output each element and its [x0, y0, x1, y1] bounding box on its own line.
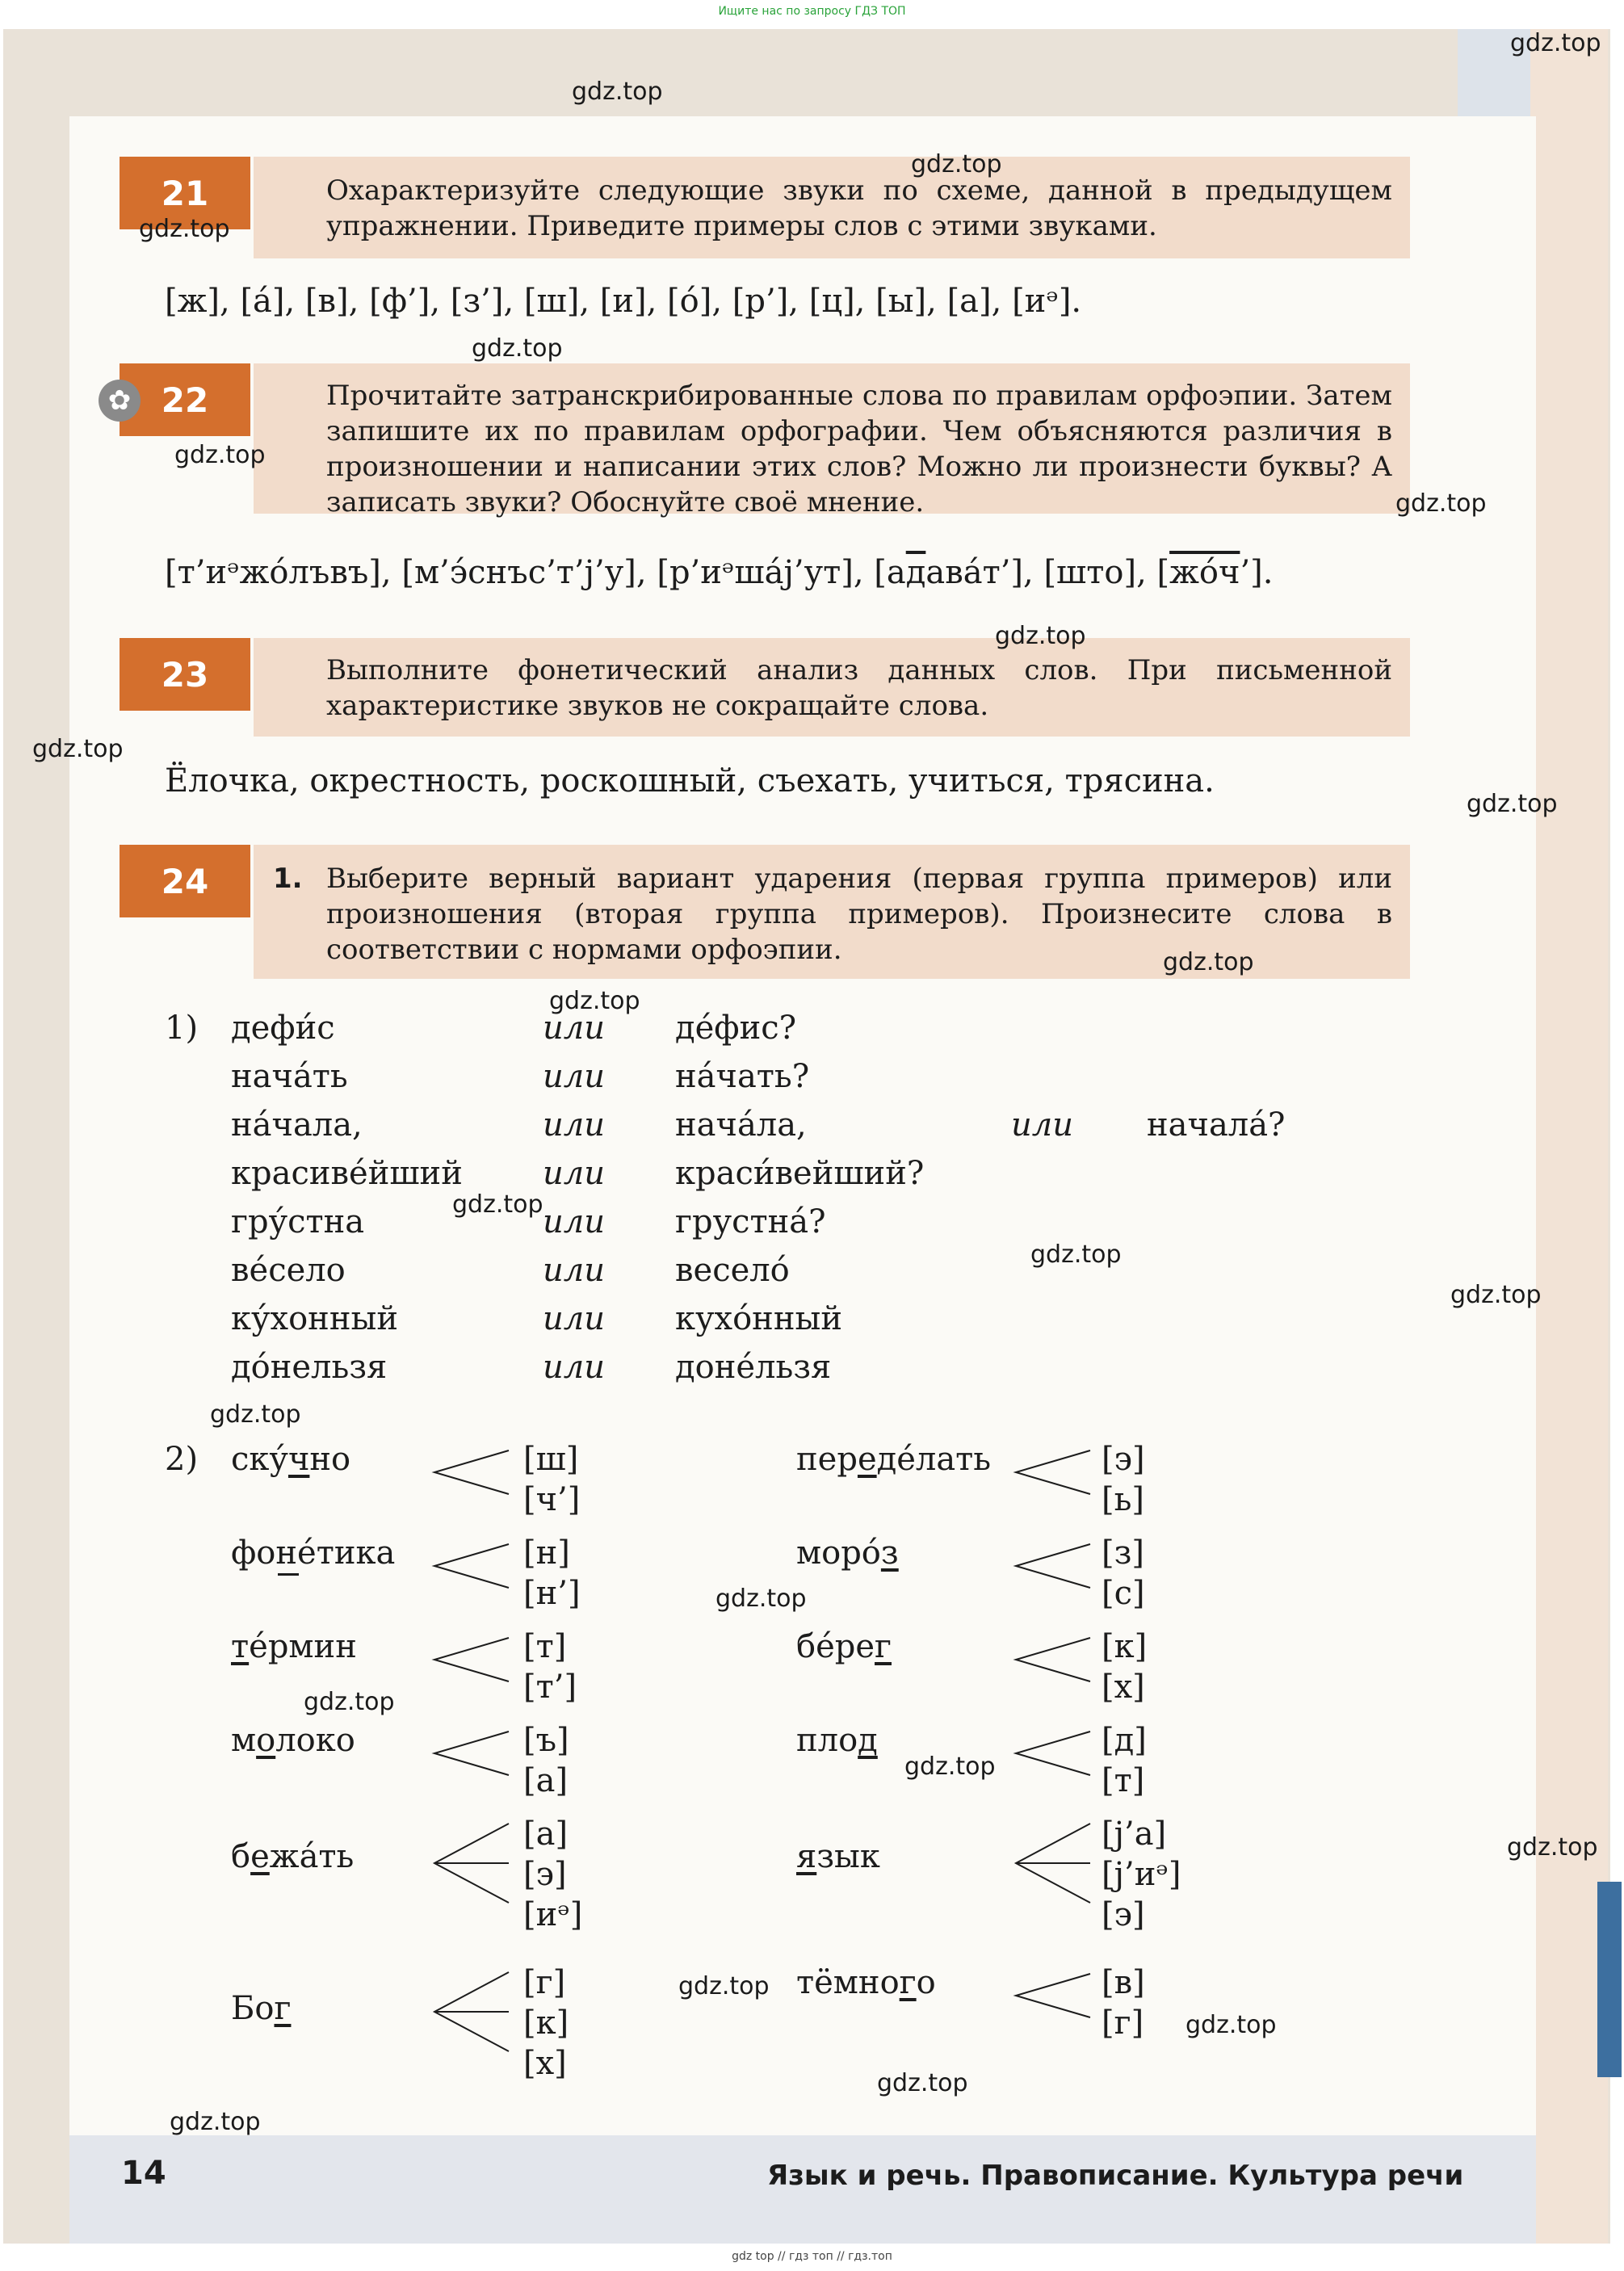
pronunciation-word	[796, 1441, 991, 1478]
word-letter: г	[875, 1628, 892, 1665]
or-word: или	[543, 1203, 605, 1240]
pronunciation-word	[796, 1722, 878, 1759]
word-part: Бо	[231, 1990, 275, 2027]
transcription-part: ’].	[1240, 554, 1274, 591]
word-part: жа́ть	[269, 1838, 355, 1875]
fork-lines	[431, 1967, 512, 2056]
transcription-part: д	[905, 554, 926, 591]
stress-option: дефи́с	[231, 1010, 335, 1047]
pronunciation-word	[231, 1534, 395, 1572]
watermark: gdz.top	[170, 2108, 261, 2136]
watermark: gdz.top	[904, 1753, 996, 1781]
word-letter: з	[880, 1534, 899, 1572]
sound-option: [х]	[523, 2045, 567, 2082]
word-letter: т	[231, 1628, 250, 1665]
part1-label: 1)	[165, 1010, 199, 1047]
stress-option: на́чала,	[231, 1106, 363, 1144]
sound-option: [ш]	[523, 1441, 579, 1478]
fork-lines	[431, 1727, 512, 1780]
or-word: или	[543, 1349, 605, 1386]
or-word: или	[543, 1106, 605, 1144]
word-part: пло	[796, 1722, 858, 1759]
watermark: gdz.top	[715, 1585, 807, 1613]
pronunciation-word	[796, 1964, 936, 2001]
task-23-words: Ёлочка, окрестность, роскошный, съехать, учиться, трясина.	[165, 762, 1215, 800]
sound-option: [х]	[1102, 1669, 1145, 1706]
task-text-24: Выберите верный вариант ударения (первая группа примеров) или произношения (вторая группа примеров). Произнесите слова в соответствии с нормами орфоэпии.	[326, 863, 1392, 966]
stress-option: де́фис?	[675, 1010, 797, 1047]
task-text-23: Выполните фонетический анализ данных слов. При письменной характеристике звуков не сокращайте слова.	[326, 654, 1392, 722]
sound-option: [с]	[1102, 1575, 1145, 1612]
pronunciation-word	[231, 1722, 355, 1759]
sound-option: [а]	[523, 1762, 569, 1799]
watermark: gdz.top	[139, 215, 230, 243]
fork-lines	[1013, 1539, 1093, 1593]
watermark: gdz.top	[210, 1400, 301, 1429]
stress-option: весело́	[675, 1252, 790, 1289]
stress-option: доне́льзя	[675, 1349, 832, 1386]
word-letter: ч	[287, 1441, 310, 1478]
transcription-part: жо́ч	[1169, 554, 1240, 591]
watermark: gdz.top	[572, 78, 663, 106]
task-text-21: Охарактеризуйте следующие звуки по схеме, данной в предыдущем упражнении. Приведите примеры слов с этими звуками.	[326, 174, 1392, 242]
transcription-part: ава́т’], [што], [	[925, 554, 1170, 591]
fork-lines	[431, 1633, 512, 1686]
sound-option: [г]	[523, 1964, 566, 2001]
word-part: ску́	[231, 1441, 288, 1478]
or-word: или	[543, 1155, 605, 1192]
fork-lines	[431, 1539, 512, 1593]
word-letter: о	[256, 1722, 276, 1759]
watermark: gdz.top	[1467, 790, 1558, 818]
or-word: или	[543, 1300, 605, 1337]
sound-option: [ъ]	[523, 1722, 569, 1759]
fork-lines	[1013, 1633, 1093, 1686]
pronunciation-word	[796, 1534, 899, 1572]
sound-option: [т]	[523, 1628, 567, 1665]
task-number-23: 23	[120, 638, 250, 711]
watermark: gdz.top	[1030, 1240, 1122, 1269]
chapter-tab	[1597, 1882, 1622, 2077]
word-letter: я	[796, 1838, 817, 1875]
word-letter: г	[274, 1990, 292, 2027]
task-number-21: 21	[120, 157, 250, 229]
fork-lines	[1013, 1727, 1093, 1780]
sound-option: [э]	[523, 1856, 567, 1893]
word-part: но	[309, 1441, 351, 1478]
word-part: пер	[796, 1441, 858, 1478]
stress-option: красиве́йший	[231, 1155, 463, 1192]
part2-label: 2)	[165, 1441, 199, 1478]
word-part: б	[231, 1838, 251, 1875]
page-edge	[1530, 29, 1608, 2244]
task-21-sounds: [ж], [а́], [в], [ф’], [з’], [ш], [и], [о́], [р’], [ц], [ы], [а], [иᵊ].	[165, 283, 1082, 320]
fork-lines	[1013, 1969, 1093, 2022]
top-note: Ищите нас по запросу ГДЗ ТОП	[718, 5, 906, 18]
watermark: gdz.top	[304, 1688, 395, 1716]
bottom-note: gdz top // гдз топ // гдз.топ	[732, 2250, 892, 2263]
watermark: gdz.top	[1450, 1281, 1542, 1309]
word-part: фоне́	[231, 1534, 317, 1572]
stress-option: кухо́нный	[675, 1300, 842, 1337]
stress-option: на́чать?	[675, 1058, 810, 1095]
stress-option: начала́?	[1147, 1106, 1286, 1144]
word-part: е́рмин	[249, 1628, 357, 1665]
underline-mark	[278, 1573, 299, 1576]
word-letter: е	[250, 1838, 270, 1875]
sound-option: [ь]	[1102, 1481, 1144, 1518]
watermark: gdz.top	[472, 334, 563, 363]
word-part: моро́	[796, 1534, 881, 1572]
word-part: бе́ре	[796, 1628, 875, 1665]
stress-option: грустна́?	[675, 1203, 826, 1240]
task-number-22: 22	[120, 363, 250, 436]
watermark: gdz.top	[911, 150, 1002, 178]
fork-lines	[431, 1819, 512, 1908]
task-number-24: 24	[120, 845, 250, 917]
stress-option: гру́стна	[231, 1203, 365, 1240]
word-letter: г	[899, 1964, 917, 2001]
or-word: или	[1011, 1106, 1073, 1144]
or-word: или	[543, 1252, 605, 1289]
flower-icon: ✿	[99, 380, 141, 422]
transcription-part: [т’иᵊжо́лъвъ], [м’э́снъс’т’j’у], [р’иᵊша́j’ут], [а	[165, 554, 906, 591]
sound-option: [в]	[1102, 1964, 1145, 2001]
watermark: gdz.top	[1510, 29, 1601, 57]
pronunciation-word	[231, 1838, 354, 1875]
word-part: м	[231, 1722, 257, 1759]
stress-option: ку́хонный	[231, 1300, 398, 1337]
word-part: зык	[816, 1838, 880, 1875]
sound-option: [а]	[523, 1816, 569, 1853]
sound-option: [т]	[1102, 1762, 1145, 1799]
sound-option: [з]	[1102, 1534, 1145, 1572]
pronunciation-word	[231, 1441, 350, 1478]
stress-option: нача́ла,	[675, 1106, 807, 1144]
fork-lines	[1013, 1446, 1093, 1499]
task-text-22: Прочитайте затранскрибированные слова по правилам орфоэпии. Затем запишите их по правилам орфографии. Чем объясняются различия в произношении и написании этих слов? Можно ли произнести буквы? А записать звуки? Обоснуйте своё мнение.	[326, 380, 1392, 518]
sound-option: [э]	[1102, 1441, 1145, 1478]
pronunciation-word	[796, 1838, 880, 1875]
pronunciation-word	[796, 1628, 892, 1665]
watermark: gdz.top	[877, 2069, 968, 2097]
word-part: тёмно	[796, 1964, 900, 2001]
sound-option: [н]	[523, 1534, 570, 1572]
sound-option: [к]	[1102, 1628, 1148, 1665]
sound-option: [э]	[1102, 1896, 1145, 1933]
watermark: gdz.top	[32, 735, 124, 763]
sound-option: [н’]	[523, 1575, 581, 1612]
watermark: gdz.top	[1185, 2011, 1277, 2039]
stress-option: до́нельзя	[231, 1349, 388, 1386]
running-title: Язык и речь. Правописание. Культура речи	[767, 2160, 1464, 2192]
sound-option: [ч’]	[523, 1481, 581, 1518]
word-part: локо	[275, 1722, 355, 1759]
stress-option: ве́село	[231, 1252, 346, 1289]
fork-lines	[431, 1446, 512, 1499]
sound-option: [j’иᵊ]	[1102, 1856, 1181, 1893]
sound-option: [д]	[1102, 1722, 1147, 1759]
watermark: gdz.top	[452, 1190, 543, 1219]
watermark: gdz.top	[1395, 489, 1487, 518]
word-part: тика	[316, 1534, 396, 1572]
or-word: или	[543, 1058, 605, 1095]
watermark: gdz.top	[174, 441, 266, 469]
watermark: gdz.top	[1507, 1833, 1598, 1862]
watermark: gdz.top	[1163, 948, 1254, 976]
word-letter: д	[858, 1722, 878, 1759]
watermark: gdz.top	[678, 1972, 770, 2000]
word-part: де́лать	[876, 1441, 992, 1478]
word-part: о	[916, 1964, 936, 2001]
or-word: или	[543, 1010, 605, 1047]
watermark: gdz.top	[549, 987, 640, 1015]
task-24-sub: 1.	[273, 863, 303, 895]
stress-option: краси́вейший?	[675, 1155, 925, 1192]
stress-option: нача́ть	[231, 1058, 348, 1095]
sound-option: [иᵊ]	[523, 1896, 583, 1933]
pronunciation-word	[231, 1628, 357, 1665]
page-number: 14	[121, 2155, 166, 2192]
word-letter: е	[857, 1441, 877, 1478]
task-22-transcription	[165, 554, 1273, 591]
pronunciation-word	[231, 1990, 291, 2027]
sound-option: [к]	[523, 2004, 569, 2042]
fork-lines	[1013, 1819, 1093, 1908]
watermark: gdz.top	[995, 622, 1086, 650]
sound-option: [j’а]	[1102, 1816, 1167, 1853]
sound-option: [т’]	[523, 1669, 577, 1706]
sound-option: [г]	[1102, 2004, 1144, 2042]
